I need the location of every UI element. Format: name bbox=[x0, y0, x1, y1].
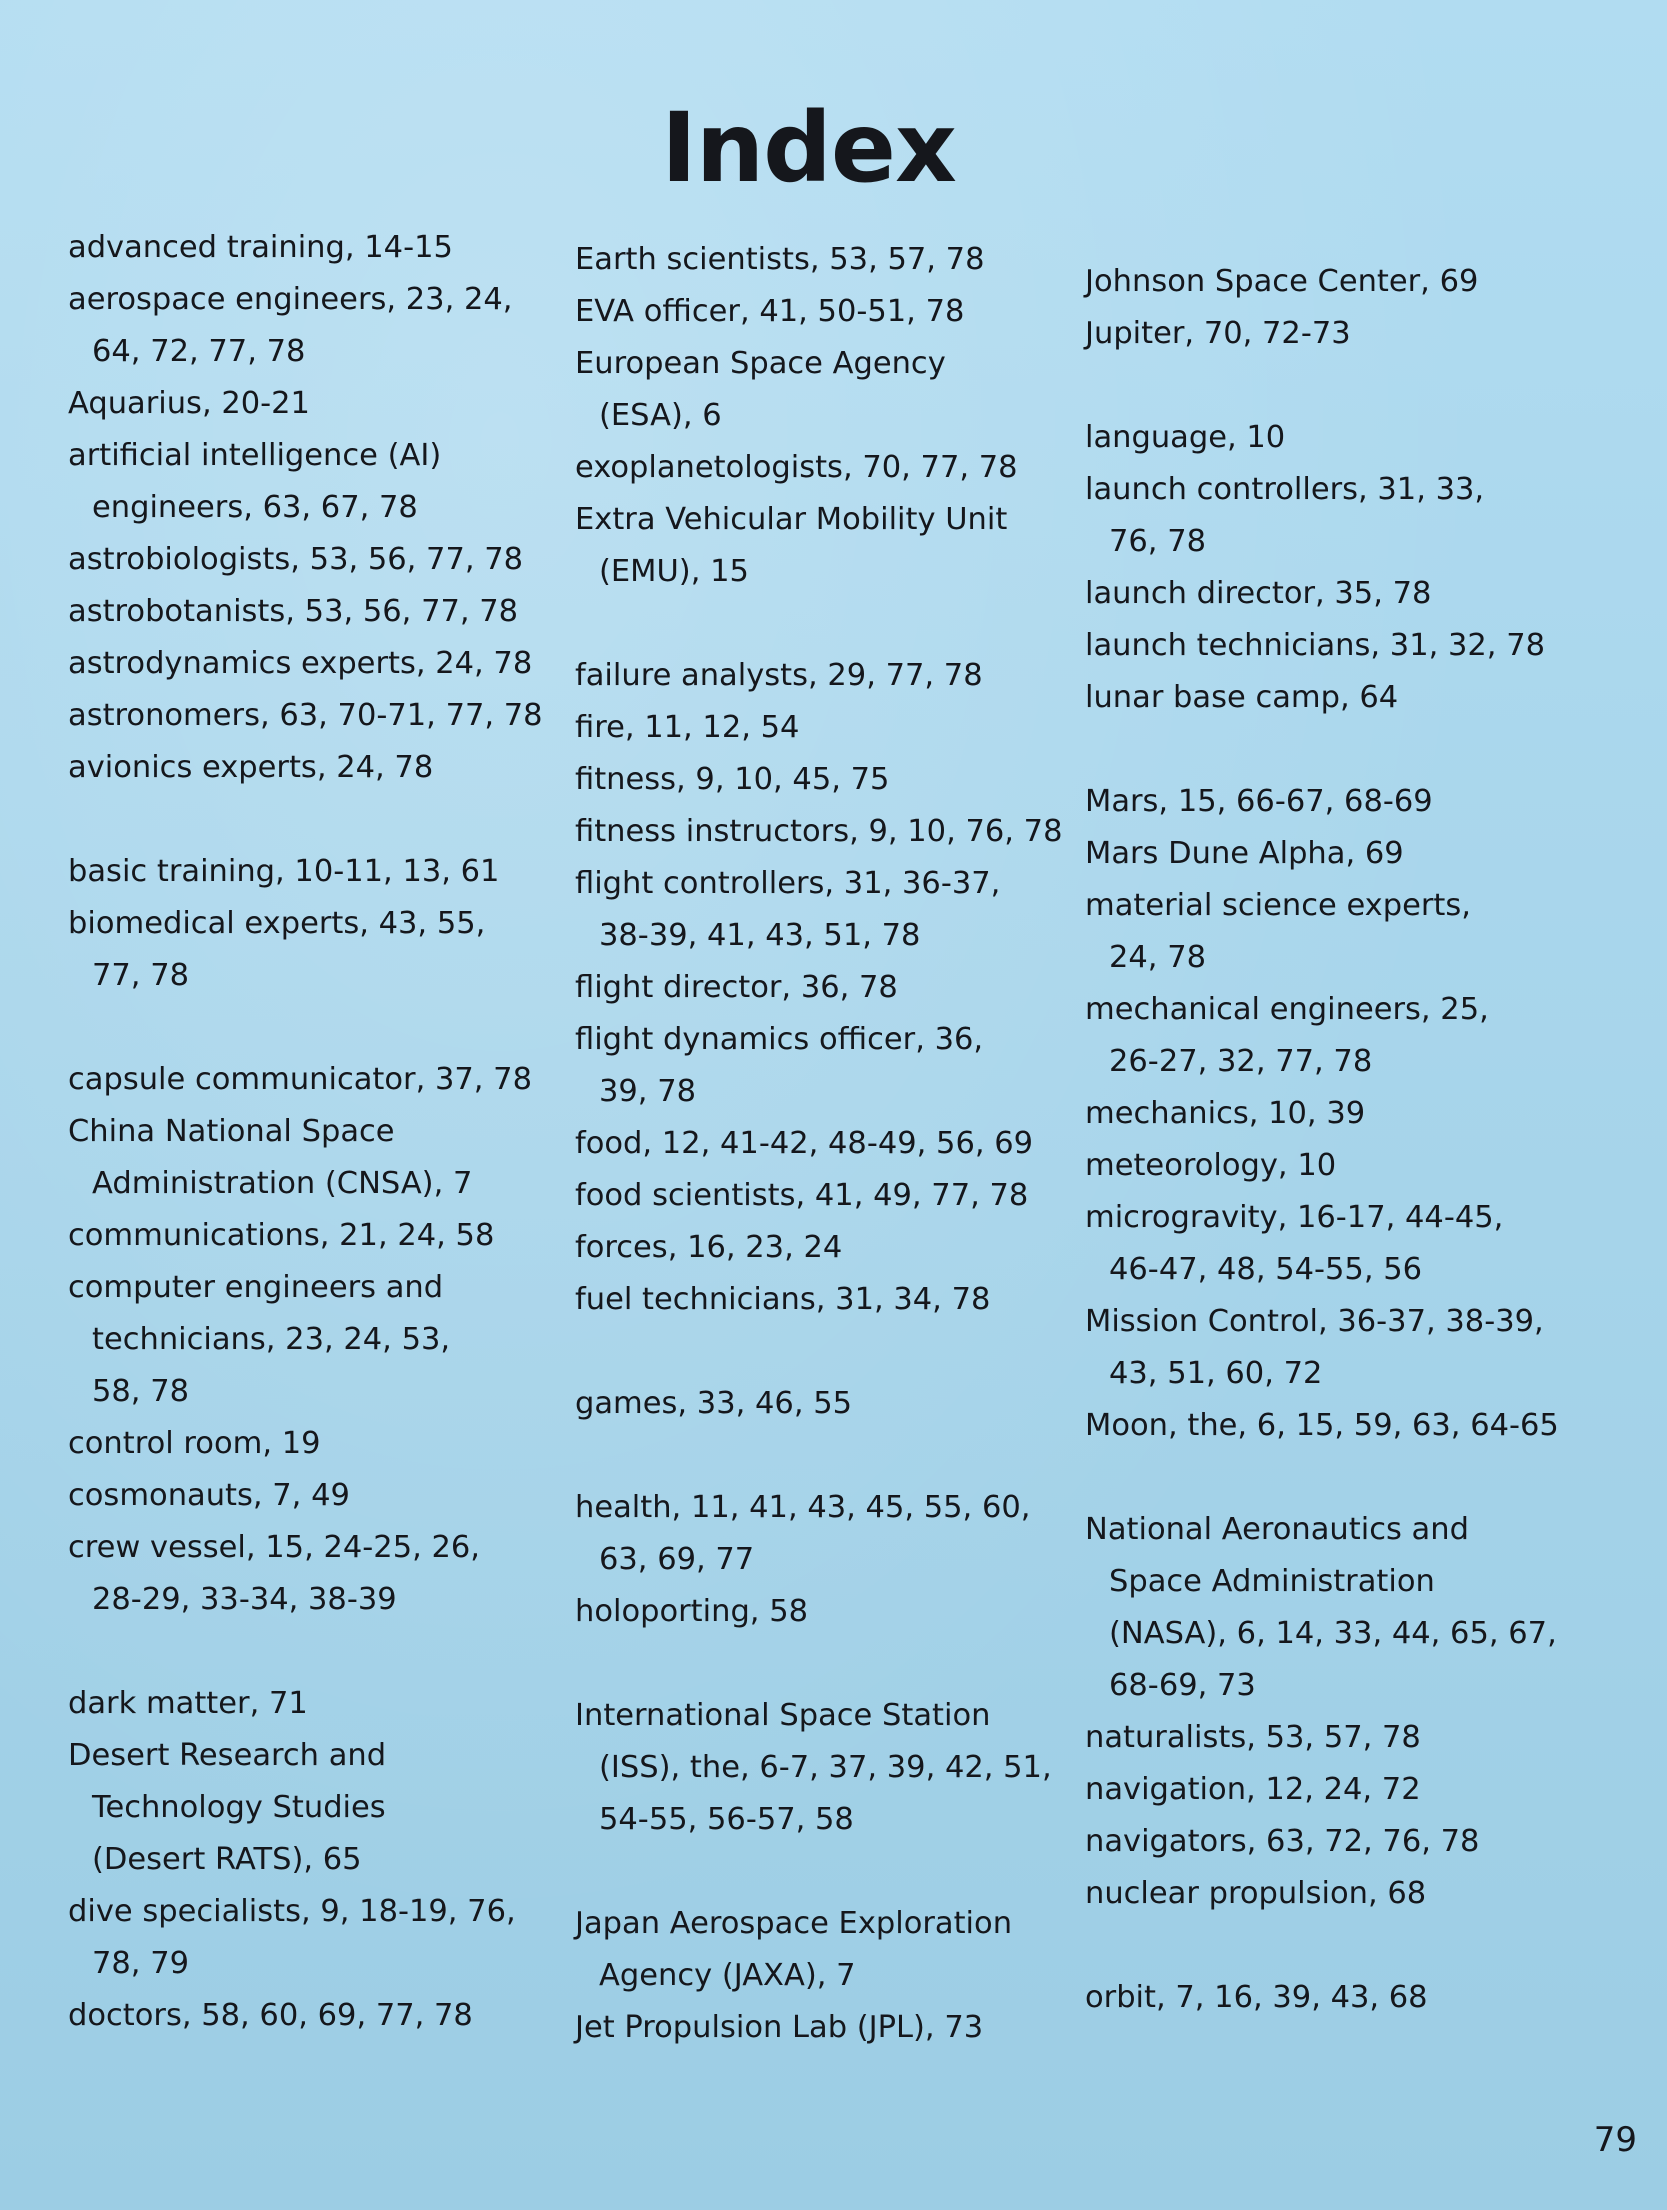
index-entry: fitness, 9, 10, 45, 75 bbox=[575, 762, 890, 797]
index-entry: Desert Research and Technology Studies (Desert RATS), 65 bbox=[68, 1738, 387, 1877]
index-group bbox=[68, 1054, 568, 1626]
index-entry: computer engineers and technicians, 23, 24, 53, 58, 78 bbox=[68, 1270, 451, 1409]
index-entry: doctors, 58, 60, 69, 77, 78 bbox=[68, 1998, 473, 2033]
index-entry: fire, 11, 12, 54 bbox=[575, 710, 800, 745]
index-entry: astrobiologists, 53, 56, 77, 78 bbox=[68, 542, 524, 577]
index-group bbox=[1085, 1504, 1585, 1920]
index-entry: aerospace engineers, 23, 24, 64, 72, 77, 78 bbox=[68, 282, 513, 369]
index-group bbox=[575, 1378, 1075, 1430]
index-entry: artificial intelligence (AI) engineers, 63, 67, 78 bbox=[68, 438, 442, 525]
index-entry: dive specialists, 9, 18-19, 76, 78, 79 bbox=[68, 1894, 516, 1981]
index-entry: biomedical experts, 43, 55, 77, 78 bbox=[68, 906, 486, 993]
index-entry: microgravity, 16-17, 44-45, 46-47, 48, 54-55, 56 bbox=[1085, 1200, 1504, 1287]
index-group bbox=[575, 650, 1075, 1326]
index-entry: astronomers, 63, 70-71, 77, 78 bbox=[68, 698, 543, 733]
index-entry: food scientists, 41, 49, 77, 78 bbox=[575, 1178, 1029, 1213]
index-entry: Japan Aerospace Exploration Agency (JAXA), 7 bbox=[575, 1906, 1013, 1993]
index-group bbox=[1085, 256, 1585, 360]
index-entry: Mars, 15, 66-67, 68-69 bbox=[1085, 784, 1433, 819]
index-entry: communications, 21, 24, 58 bbox=[68, 1218, 495, 1253]
index-entry: dark matter, 71 bbox=[68, 1686, 308, 1721]
index-entry: flight director, 36, 78 bbox=[575, 970, 898, 1005]
index-entry: Johnson Space Center, 69 bbox=[1085, 264, 1479, 299]
index-entry: launch director, 35, 78 bbox=[1085, 576, 1432, 611]
index-entry: Extra Vehicular Mobility Unit (EMU), 15 bbox=[575, 502, 1008, 589]
index-entry: launch technicians, 31, 32, 78 bbox=[1085, 628, 1546, 663]
index-entry: exoplanetologists, 70, 77, 78 bbox=[575, 450, 1018, 485]
page-number: 79 bbox=[1593, 2120, 1637, 2160]
index-group bbox=[575, 1898, 1075, 2054]
index-entry: advanced training, 14-15 bbox=[68, 230, 453, 265]
index-group bbox=[1085, 1972, 1585, 2024]
index-entry: EVA officer, 41, 50-51, 78 bbox=[575, 294, 965, 329]
index-entry: naturalists, 53, 57, 78 bbox=[1085, 1720, 1421, 1755]
index-entry: language, 10 bbox=[1085, 420, 1286, 455]
index-entry: Jet Propulsion Lab (JPL), 73 bbox=[575, 2010, 984, 2045]
index-entry: lunar base camp, 64 bbox=[1085, 680, 1399, 715]
index-entry: meteorology, 10 bbox=[1085, 1148, 1337, 1183]
index-group bbox=[575, 234, 1075, 598]
index-entry: Mission Control, 36-37, 38-39, 43, 51, 60, 72 bbox=[1085, 1304, 1544, 1391]
index-entry: capsule communicator, 37, 78 bbox=[68, 1062, 532, 1097]
index-entry: International Space Station (ISS), the, 6-7, 37, 39, 42, 51, 54-55, 56-57, 58 bbox=[575, 1698, 1052, 1837]
index-entry: launch controllers, 31, 33, 76, 78 bbox=[1085, 472, 1485, 559]
index-entry: astrobotanists, 53, 56, 77, 78 bbox=[68, 594, 519, 629]
index-entry: holoporting, 58 bbox=[575, 1594, 809, 1629]
index-entry: forces, 16, 23, 24 bbox=[575, 1230, 843, 1265]
index-entry: food, 12, 41-42, 48-49, 56, 69 bbox=[575, 1126, 1034, 1161]
index-entry: games, 33, 46, 55 bbox=[575, 1386, 853, 1421]
index-entry: Aquarius, 20-21 bbox=[68, 386, 310, 421]
index-column-2 bbox=[575, 234, 1075, 2106]
index-entry: control room, 19 bbox=[68, 1426, 321, 1461]
index-group bbox=[1085, 412, 1585, 724]
page-title: Index bbox=[661, 92, 956, 204]
index-entry: European Space Agency (ESA), 6 bbox=[575, 346, 946, 433]
index-entry: mechanical engineers, 25, 26-27, 32, 77, 78 bbox=[1085, 992, 1489, 1079]
index-entry: fuel technicians, 31, 34, 78 bbox=[575, 1282, 991, 1317]
index-entry: China National Space Administration (CNSA), 7 bbox=[68, 1114, 473, 1201]
index-entry: health, 11, 41, 43, 45, 55, 60, 63, 69, 77 bbox=[575, 1490, 1031, 1577]
index-group bbox=[68, 846, 568, 1002]
index-entry: basic training, 10-11, 13, 61 bbox=[68, 854, 500, 889]
index-entry: Earth scientists, 53, 57, 78 bbox=[575, 242, 985, 277]
index-entry: failure analysts, 29, 77, 78 bbox=[575, 658, 983, 693]
index-entry: Jupiter, 70, 72-73 bbox=[1085, 316, 1351, 351]
index-entry: flight dynamics officer, 36, 39, 78 bbox=[575, 1022, 984, 1109]
index-group bbox=[575, 1482, 1075, 1638]
index-entry: orbit, 7, 16, 39, 43, 68 bbox=[1085, 1980, 1428, 2015]
index-group bbox=[575, 1690, 1075, 1846]
index-entry: flight controllers, 31, 36-37, 38-39, 41, 43, 51, 78 bbox=[575, 866, 1001, 953]
index-entry: Mars Dune Alpha, 69 bbox=[1085, 836, 1404, 871]
index-entry: fitness instructors, 9, 10, 76, 78 bbox=[575, 814, 1063, 849]
index-group bbox=[68, 1678, 568, 2042]
index-group bbox=[1085, 776, 1585, 1452]
index-entry: navigation, 12, 24, 72 bbox=[1085, 1772, 1421, 1807]
index-group bbox=[68, 222, 568, 794]
index-entry: cosmonauts, 7, 49 bbox=[68, 1478, 350, 1513]
index-column-3 bbox=[1085, 256, 1585, 2076]
index-entry: National Aeronautics and Space Administration (NASA), 6, 14, 33, 44, 65, 67, 68-69, 73 bbox=[1085, 1512, 1557, 1703]
index-entry: material science experts, 24, 78 bbox=[1085, 888, 1471, 975]
index-column-1 bbox=[68, 222, 568, 2094]
index-entry: navigators, 63, 72, 76, 78 bbox=[1085, 1824, 1480, 1859]
index-entry: nuclear propulsion, 68 bbox=[1085, 1876, 1427, 1911]
index-entry: Moon, the, 6, 15, 59, 63, 64-65 bbox=[1085, 1408, 1559, 1443]
index-entry: crew vessel, 15, 24-25, 26, 28-29, 33-34, 38-39 bbox=[68, 1530, 480, 1617]
index-entry: avionics experts, 24, 78 bbox=[68, 750, 434, 785]
index-entry: astrodynamics experts, 24, 78 bbox=[68, 646, 533, 681]
index-entry: mechanics, 10, 39 bbox=[1085, 1096, 1366, 1131]
